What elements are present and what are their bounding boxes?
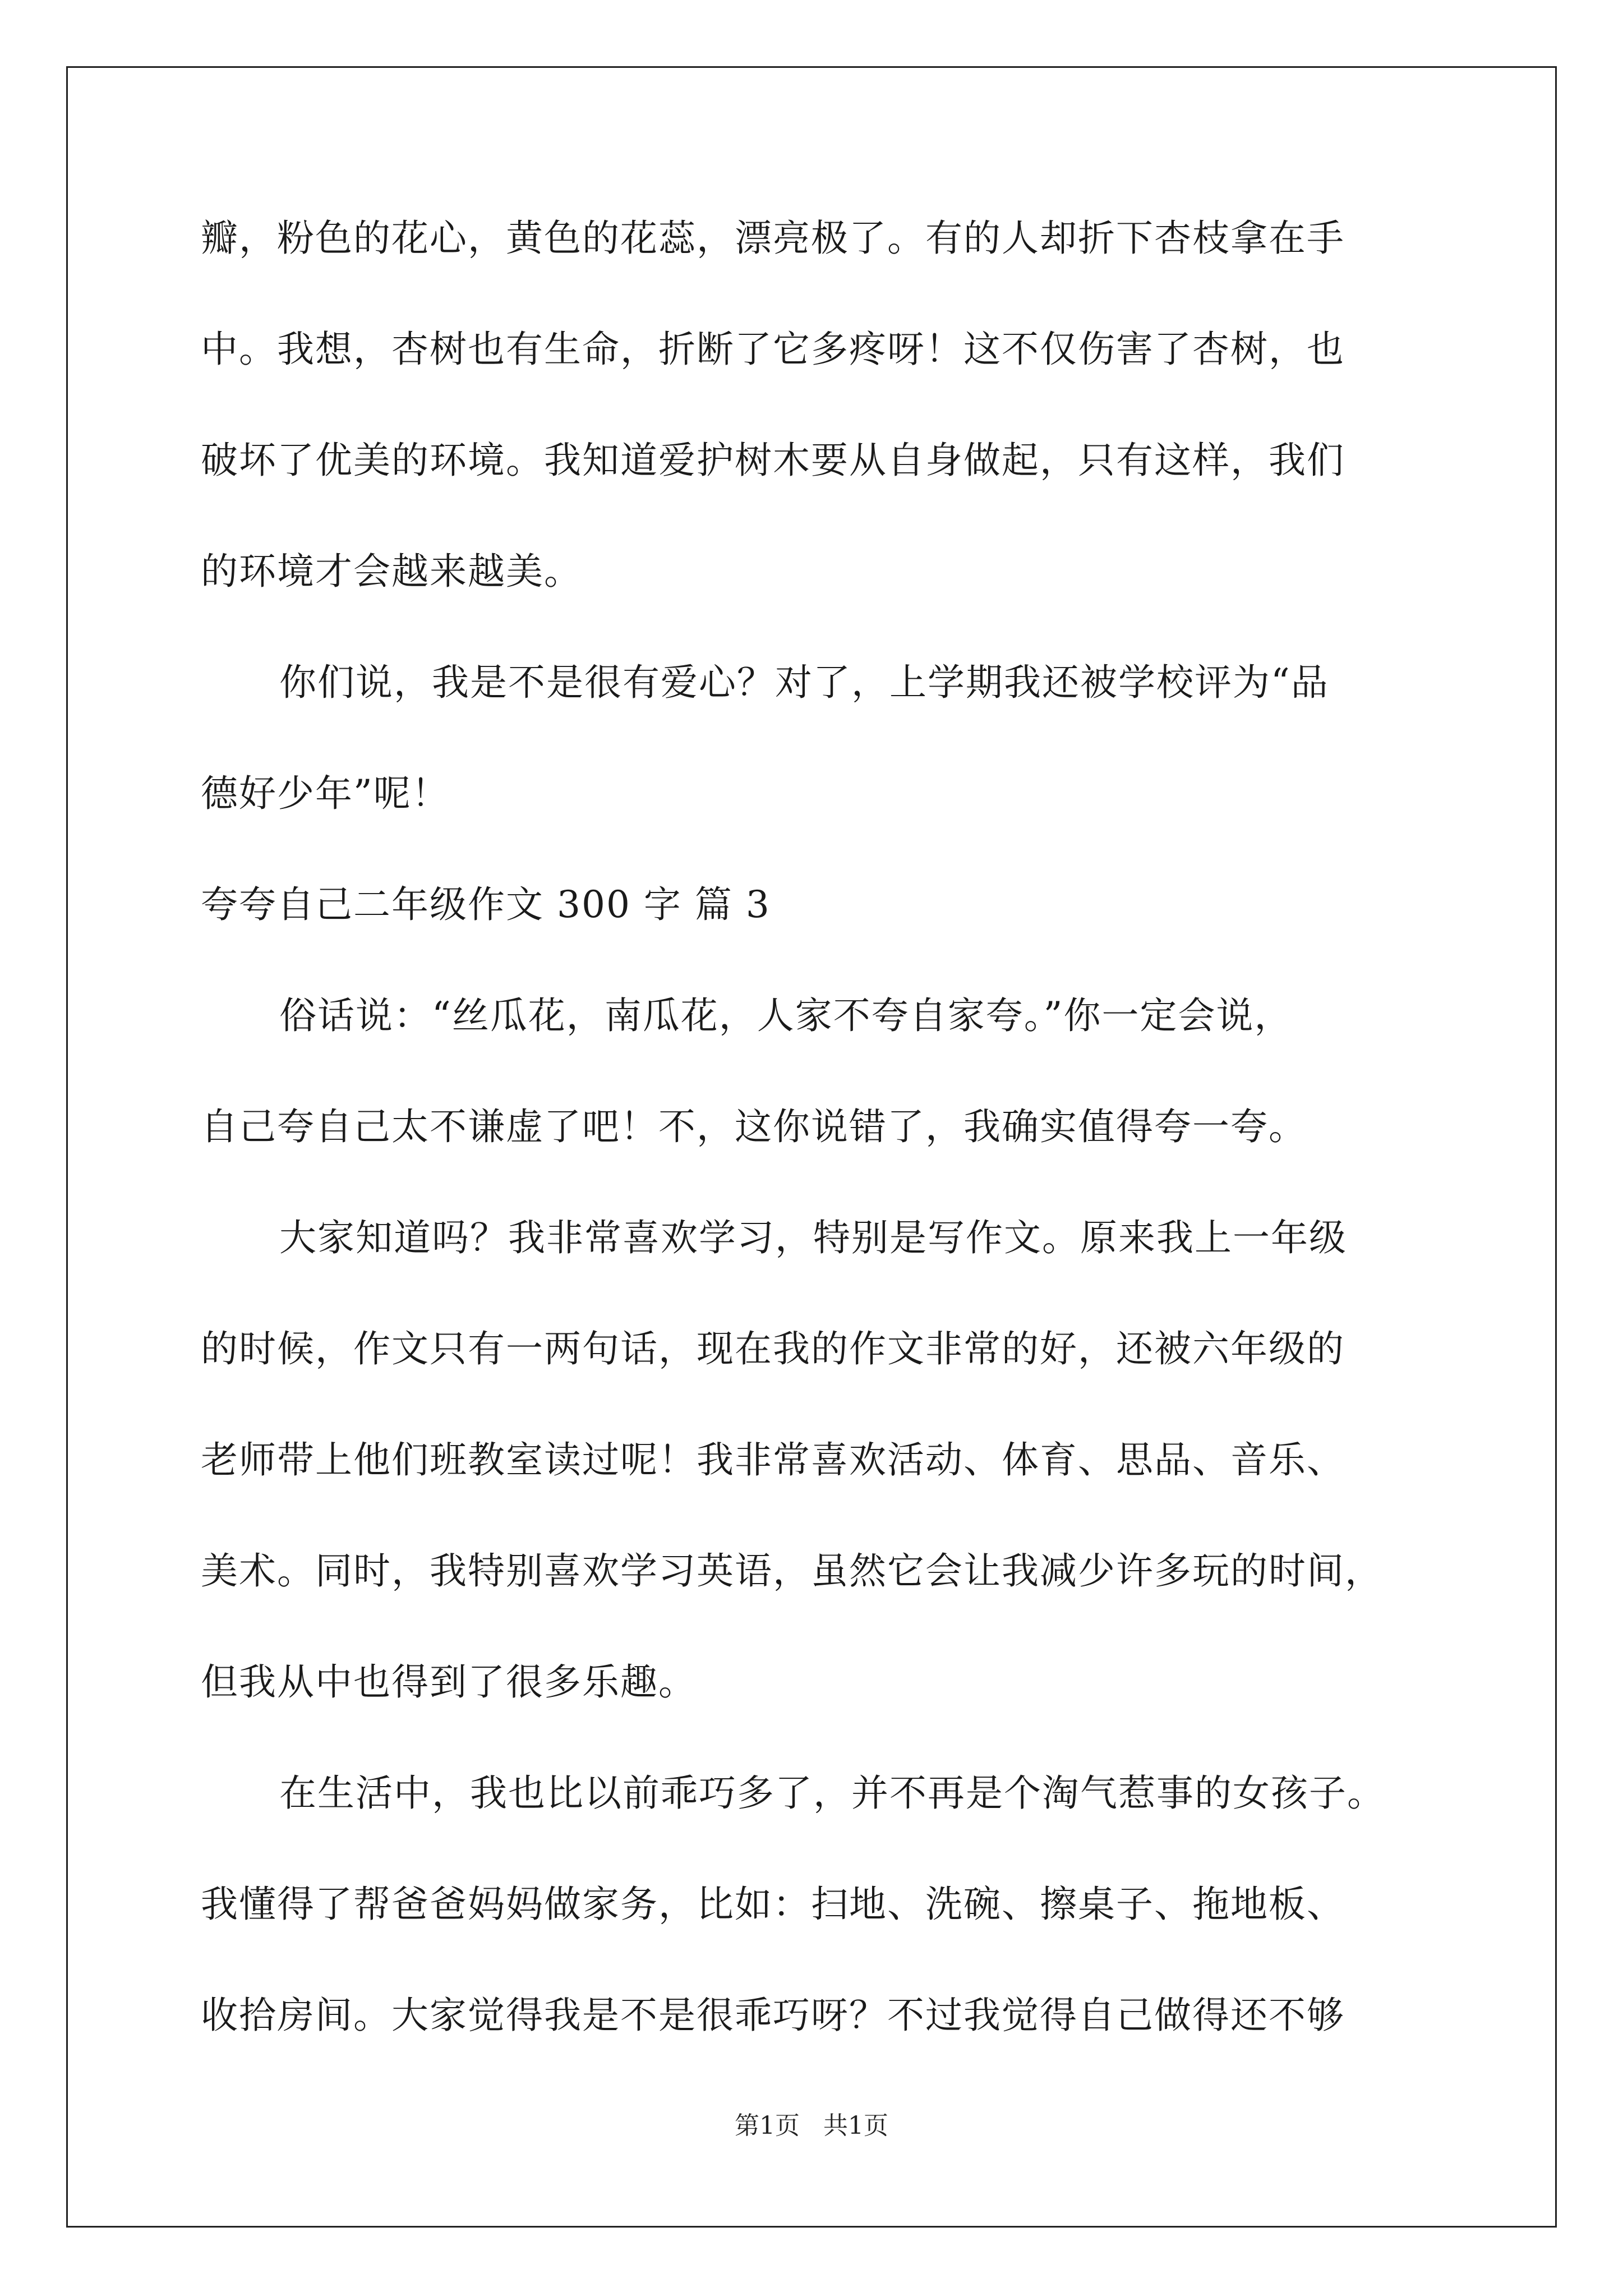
text-line: 老师带上他们班教室读过呢！我非常喜欢活动、体育、思品、音乐、 [201,1438,1345,1481]
paragraph-start-line: 俗话说：“丝瓜花，南瓜花，人家不夸自家夸。”你一定会说， [279,994,1293,1037]
text-line: 德好少年”呢！ [201,772,450,815]
text-line: 自己夸自己太不谦虚了吧！不，这你说错了，我确实值得夸一夸。 [201,1105,1307,1148]
text-line: 但我从中也得到了很多乐趣。 [201,1660,697,1704]
text-line: 美术。同时，我特别喜欢学习英语，虽然它会让我减少许多玩的时间， [201,1549,1383,1593]
page-footer: 第1页 共1页 [735,2111,888,2140]
paragraph-start-line: 在生活中，我也比以前乖巧多了，并不再是个淘气惹事的女孩子。 [279,1772,1385,1815]
text-line: 收拾房间。大家觉得我是不是很乖巧呀？不过我觉得自己做得还不够 [201,1994,1345,2037]
text-line: 瓣，粉色的花心，黄色的花蕊，漂亮极了。有的人却折下杏枝拿在手 [201,217,1345,260]
paragraph-start-line: 你们说，我是不是很有爱心？对了，上学期我还被学校评为“品 [279,661,1329,704]
text-line: 我懂得了帮爸爸妈妈做家务，比如：扫地、洗碗、擦桌子、拖地板、 [201,1883,1345,1926]
text-line: 的时候，作文只有一两句话，现在我的作文非常的好，还被六年级的 [201,1327,1345,1370]
text-line: 中。我想，杏树也有生命，折断了它多疼呀！这不仅伤害了杏树，也 [201,328,1345,371]
text-line: 的环境才会越来越美。 [201,550,582,593]
section-heading: 夸夸自己二年级作文 300 字 篇 3 [201,883,771,926]
text-line: 破坏了优美的环境。我知道爱护树木要从自身做起，只有这样，我们 [201,439,1345,482]
paragraph-start-line: 大家知道吗？我非常喜欢学习，特别是写作文。原来我上一年级 [279,1216,1347,1259]
